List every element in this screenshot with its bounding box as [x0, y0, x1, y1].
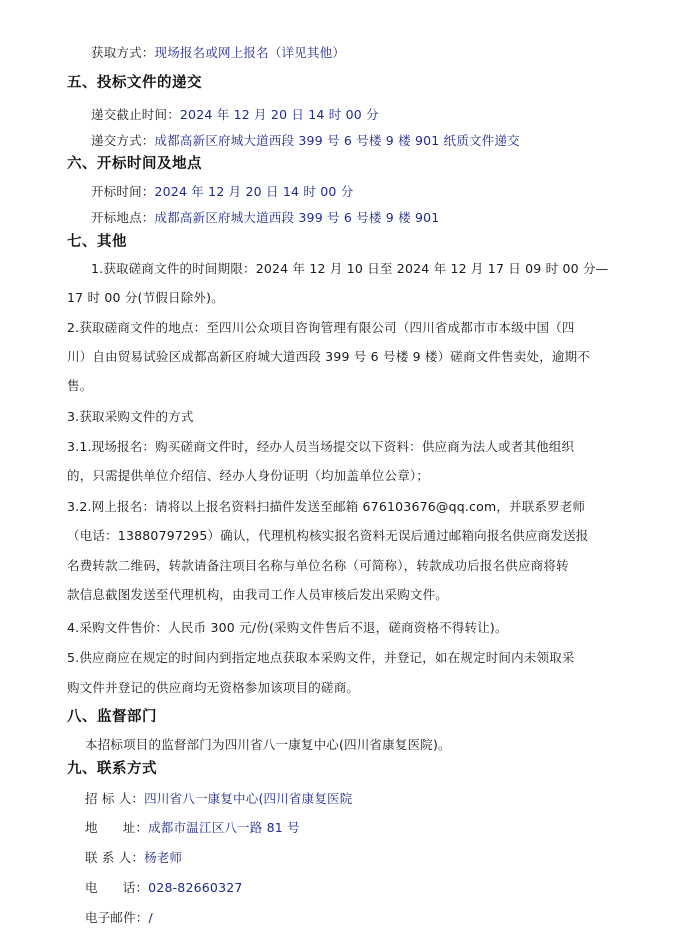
- other-p31-line2: 的，只需提供单位介绍信、经办人身份证明（均加盖单位公章）；: [67, 468, 430, 483]
- tenderer-line: [85, 791, 352, 807]
- contact-label: 联 系 人：: [85, 850, 145, 865]
- deadline-line: [91, 107, 379, 123]
- deadline-value: 2024 年 12 月 20 日 14 时 00 分: [179, 107, 379, 122]
- opening-time-line: [91, 184, 353, 200]
- section5-heading: 五、投标文件的递交: [67, 75, 202, 91]
- contact-line: [85, 850, 182, 866]
- other-p31-line1: 3.1.现场报名：购买磋商文件时，经办人员当场提交以下资料：供应商为法人或者其他组织: [67, 439, 575, 454]
- other-p2-line1: 2.获取磋商文件的地点：至四川公众项目咨询管理有限公司（四川省成都市市本级中国（四: [67, 320, 575, 335]
- phone-line: [85, 880, 243, 896]
- supervision-body: 本招标项目的监督部门为四川省八一康复中心(四川省康复医院)。: [85, 737, 451, 752]
- tenderer-value: 四川省八一康复中心(四川省康复医院: [144, 791, 353, 806]
- section9-heading: 九、联系方式: [67, 761, 157, 777]
- opening-place-label: 开标地点：: [91, 210, 155, 225]
- section6-heading: 六、开标时间及地点: [67, 156, 202, 172]
- phone-label: 电 话：: [85, 880, 149, 895]
- contact-value: 杨老师: [144, 850, 183, 865]
- other-p5-line1: 5.供应商应在规定的时间内到指定地点获取本采购文件，并登记，如在规定时间内未领取采: [67, 650, 575, 665]
- address-value: 成都市温江区八一路 81 号: [148, 820, 300, 835]
- other-p32-line3: 名费转款二维码，转款请备注项目名称与单位名称（可简称），转款成功后报名供应商将转: [67, 558, 569, 573]
- phone-value: 028-82660327: [148, 880, 243, 895]
- opening-time-value: 2024 年 12 月 20 日 14 时 00 分: [154, 184, 354, 199]
- other-p3: 3.获取采购文件的方式: [67, 409, 194, 424]
- email-value: /: [148, 910, 153, 925]
- submit-method-value: 成都高新区府城大道西段 399 号 6 号楼 9 楼 901 纸质文件递交: [154, 133, 520, 148]
- other-p32-line2: （电话：13880797295）确认，代理机构核实报名资料无误后通过邮箱向报名供应商发送报: [67, 528, 589, 543]
- section8-heading: 八、监督部门: [67, 709, 157, 725]
- address-line: [85, 820, 300, 836]
- obtain-method-value: 现场报名或网上报名（详见其他）: [154, 45, 346, 60]
- deadline-label: 递交截止时间：: [91, 107, 180, 122]
- other-p4: 4.采购文件售价：人民币 300 元/份(采购文件售后不退，磋商资格不得转让)。: [67, 620, 508, 635]
- opening-place-line: [91, 210, 439, 226]
- obtain-method-label: 获取方式：: [91, 45, 155, 60]
- other-p1-line1: 1.获取磋商文件的时间期限：2024 年 12 月 10 日至 2024 年 12 月 17 日 09 时 00 分—: [91, 261, 609, 276]
- section7-heading: 七、其他: [67, 234, 127, 250]
- other-p32-line1: 3.2.网上报名：请将以上报名资料扫描件发送至邮箱 676103676@qq.com，并联系罗老师: [67, 499, 586, 514]
- other-p5-line2: 购文件并登记的供应商均无资格参加该项目的磋商。: [67, 680, 360, 695]
- other-p1-line2: 17 时 00 分(节假日除外)。: [67, 290, 224, 305]
- tenderer-label: 招 标 人：: [85, 791, 145, 806]
- address-label: 地 址：: [85, 820, 149, 835]
- email-label: 电子邮件：: [85, 910, 149, 925]
- email-line: [85, 910, 153, 926]
- obtain-method-line: [91, 45, 345, 61]
- other-p2-line2: 川）自由贸易试验区成都高新区府城大道西段 399 号 6 号楼 9 楼）磋商文件售卖处，逾期不: [67, 349, 591, 364]
- submit-method-line: [91, 133, 520, 149]
- submit-method-label: 递交方式：: [91, 133, 155, 148]
- opening-time-label: 开标时间：: [91, 184, 155, 199]
- opening-place-value: 成都高新区府城大道西段 399 号 6 号楼 9 楼 901: [154, 210, 440, 225]
- other-p2-line3: 售。: [67, 378, 93, 393]
- other-p32-line4: 款信息截图发送至代理机构，由我司工作人员审核后发出采购文件。: [67, 587, 449, 602]
